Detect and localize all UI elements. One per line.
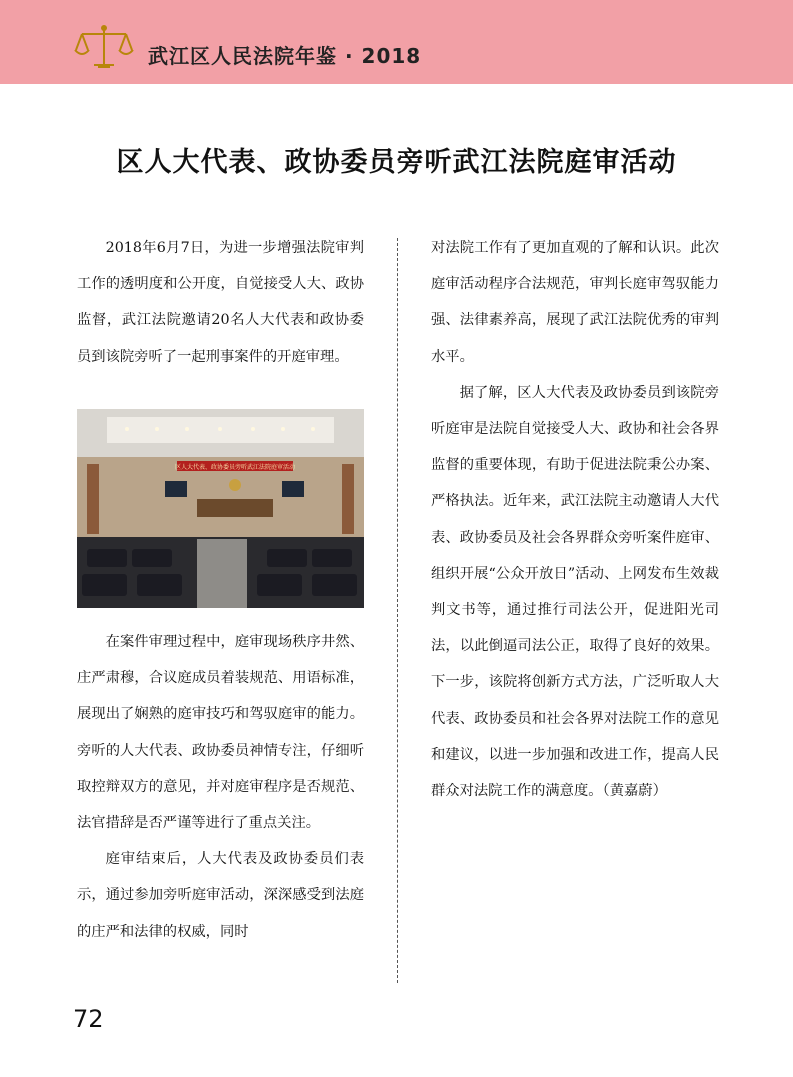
page-header [0,0,793,84]
photo-banner-text: 区人大代表、政协委员旁听武江法院庭审活动 [174,464,296,471]
paragraph: 对法院工作有了更加直观的了解和认识。此次庭审活动程序合法规范，审判长庭审驾驭能力强、法律素养高，展现了武江法院优秀的审判水平。 [431,240,719,365]
paragraph: 在案件审理过程中，庭审现场秩序井然、庄严肃穆，合议庭成员着装规范、用语标准，展现出了娴熟的庭审技巧和驾驭庭审的能力。旁听的人大代表、政协委员神情专注，仔细听取控辩双方的意见，并对庭审程序是否规范、法官措辞是否严谨等进行了重点关注。 [77,634,364,832]
paragraph: 据了解，区人大代表及政协委员到该院旁听庭审是法院自觉接受人大、政协和社会各界监督的重要体现，有助于促进法院秉公办案、严格执法。近年来，武江法院主动邀请人大代表、政协委员及社会各界群众旁听案件庭审、组织开展“公众开放日”活动、上网发布生效裁判文书等，通过推行司法公开，促进阳光司法，以此倒逼司法公正，取得了良好的效果。下一步，该院将创新方式方法，广泛听取人大代表、政协委员和社会各界对法院工作的意见和建议，以进一步加强和改进工作，提高人民群众对法院工作的满意度。（黄嘉蔚） [431,384,719,800]
column-divider [397,238,398,983]
paragraph: 庭审结束后，人大代表及政协委员们表示，通过参加旁听庭审活动，深深感受到法庭的庄严和法律的权威，同时 [77,851,364,940]
left-column-bottom [77,624,364,950]
courtroom-photo [77,409,364,608]
article-title: 区人大代表、政协委员旁听武江法院庭审活动 [116,147,677,178]
right-column [431,230,719,809]
running-title: 武江区人民法院年鉴 · 2018 [148,44,422,68]
page-number: 72 [73,1005,104,1033]
scales-of-justice-icon [74,24,134,70]
paragraph: 2018年6月7日，为进一步增强法院审判工作的透明度和公开度，自觉接受人大、政协监督，武江法院邀请20名人大代表和政协委员到该院旁听了一起刑事案件的开庭审理。 [77,240,364,365]
left-column-top [77,230,364,375]
